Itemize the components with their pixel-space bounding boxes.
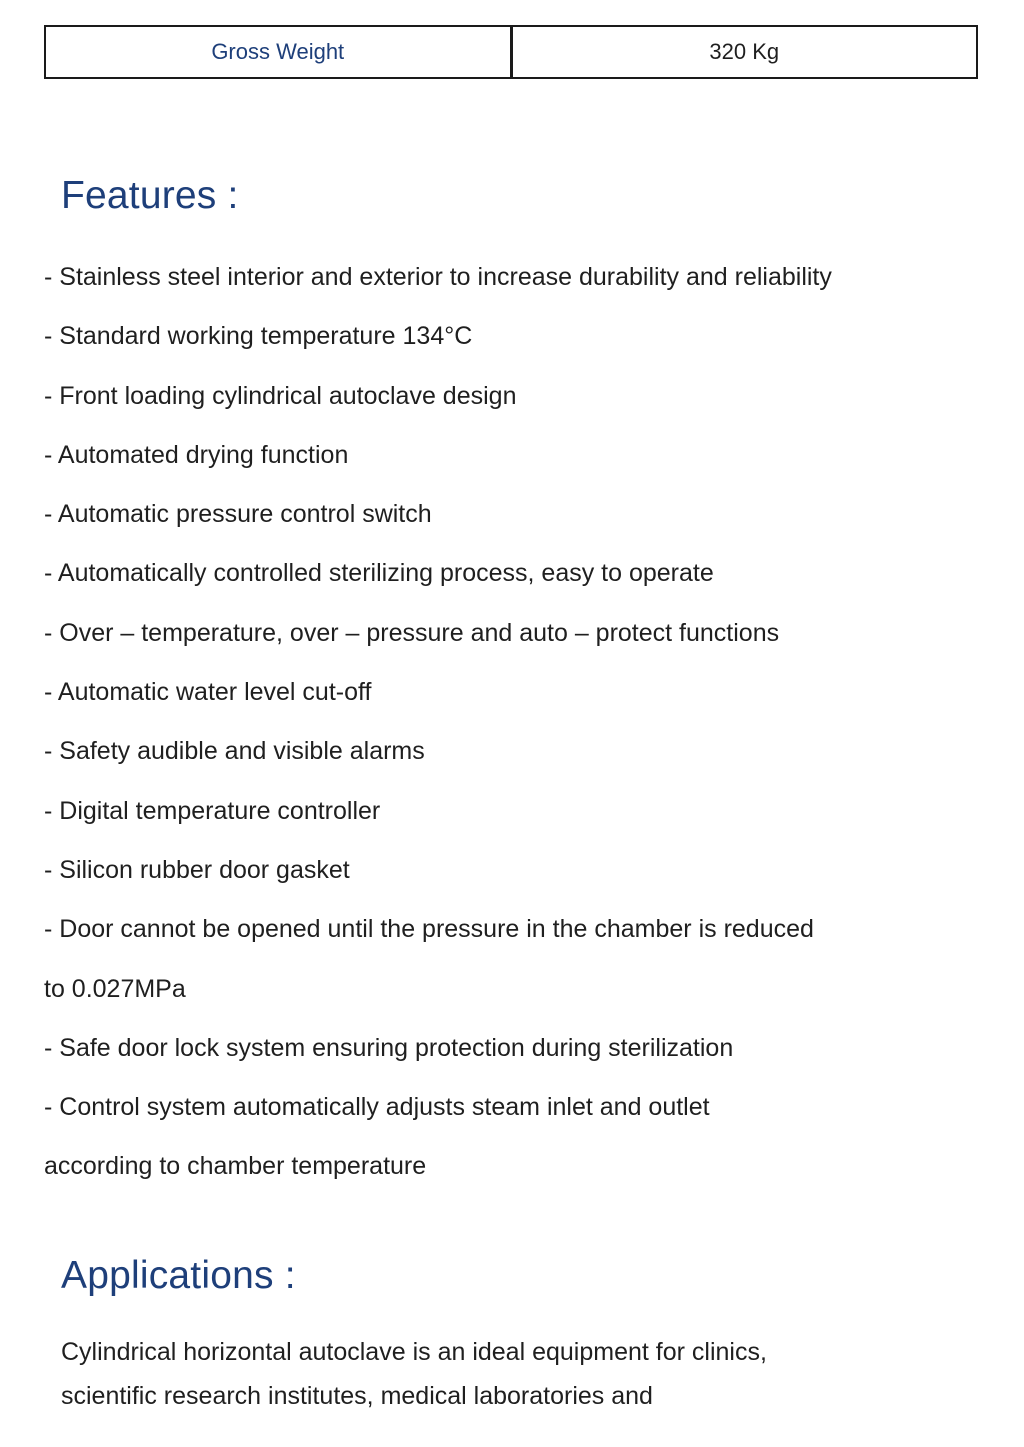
- list-item: - Automatically controlled sterilizing process, easy to operate: [44, 559, 714, 588]
- list-item: - Over – temperature, over – pressure and auto – protect functions: [44, 618, 780, 647]
- list-item: - Automatic water level cut-off: [44, 678, 372, 707]
- applications-line: Cylindrical horizontal autoclave is an ideal equipment for clinics,: [61, 1338, 767, 1366]
- list-item: - Safety audible and visible alarms: [44, 737, 425, 766]
- applications-heading: Applications :: [61, 1254, 296, 1297]
- list-item: - Safe door lock system ensuring protection during sterilization: [44, 1033, 734, 1062]
- list-item: - Automated drying function: [44, 440, 349, 469]
- list-item: according to chamber temperature: [44, 1152, 427, 1181]
- list-item: - Control system automatically adjusts steam inlet and outlet: [44, 1093, 710, 1122]
- features-list: [44, 248, 984, 1197]
- gross-weight-label: Gross Weight: [46, 27, 513, 77]
- list-item: - Automatic pressure control switch: [44, 500, 432, 529]
- list-item: - Stainless steel interior and exterior to increase durability and reliability: [44, 263, 832, 291]
- list-item: - Front loading cylindrical autoclave design: [44, 381, 517, 410]
- list-item: to 0.027MPa: [44, 974, 186, 1003]
- list-item: - Standard working temperature 134°C: [44, 322, 473, 351]
- list-item: - Silicon rubber door gasket: [44, 855, 350, 884]
- gross-weight-value: 320 Kg: [709, 39, 780, 64]
- applications-paragraph: [61, 1330, 981, 1418]
- features-heading: Features :: [61, 174, 239, 217]
- applications-line: scientific research institutes, medical laboratories and: [61, 1382, 653, 1410]
- list-item: - Door cannot be opened until the pressure in the chamber is reduced: [44, 915, 814, 944]
- spec-table: [44, 25, 978, 79]
- list-item: - Digital temperature controller: [44, 796, 381, 825]
